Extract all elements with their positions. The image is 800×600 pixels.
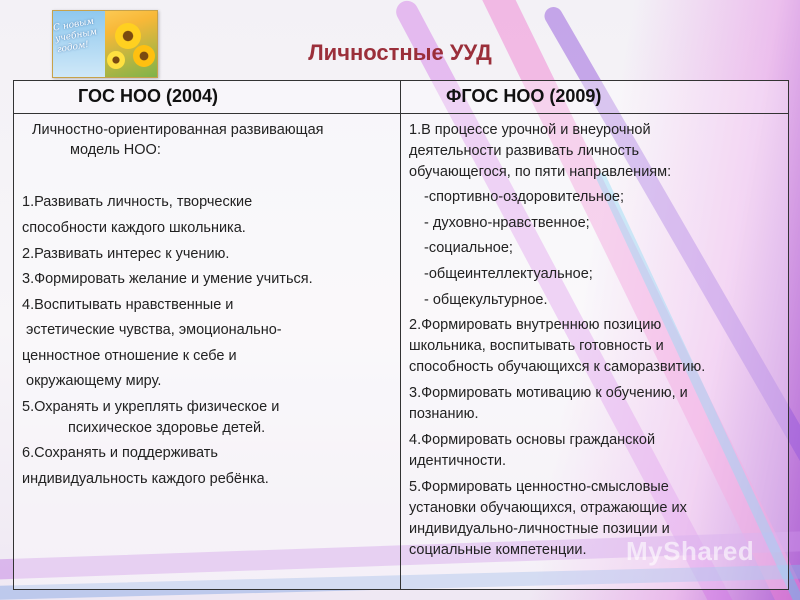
- right-line: 4.Формировать основы гражданской: [409, 432, 656, 448]
- left-line: 5.Охранять и укреплять физическое и: [22, 399, 280, 415]
- slide-title: Личностные УУД: [308, 40, 492, 65]
- left-line: 2.Развивать интерес к учению.: [22, 246, 230, 262]
- left-line: 1.Развивать личность, творческие: [22, 194, 253, 210]
- right-line: 5.Формировать ценностно-смысловые: [409, 479, 669, 495]
- left-line: индивидуальность каждого ребёнка.: [22, 471, 269, 487]
- card-caption: С новым учебным годом!: [52, 16, 98, 56]
- right-line: 3.Формировать мотивацию к обучению, и: [409, 385, 688, 401]
- left-line: окружающему миру.: [26, 373, 162, 389]
- left-line: 4.Воспитывать нравственные и: [22, 297, 234, 313]
- left-line: Личностно-ориентированная развивающая: [32, 122, 324, 138]
- right-line: - общекультурное.: [424, 292, 548, 308]
- left-line: 6.Сохранять и поддерживать: [22, 445, 218, 461]
- right-line: идентичности.: [409, 453, 507, 469]
- right-line: -общеинтеллектуальное;: [424, 266, 593, 282]
- right-line: познанию.: [409, 406, 479, 422]
- right-line: обучающегося, по пяти направлениям:: [409, 164, 672, 180]
- right-line: индивидуально-личностные позиции и: [409, 521, 670, 537]
- column-divider: [400, 81, 401, 589]
- right-line: 1.В процессе урочной и внеурочной: [409, 122, 651, 138]
- watermark-logo: MyShared: [626, 536, 755, 566]
- header-divider: [14, 113, 788, 114]
- left-line: способности каждого школьника.: [22, 220, 246, 236]
- left-line: модель НОО:: [70, 142, 161, 158]
- right-line: установки обучающихся, отражающие их: [409, 500, 687, 516]
- right-line: социальные компетенции.: [409, 542, 587, 558]
- right-line: 2.Формировать внутреннюю позицию: [409, 317, 662, 333]
- left-line: ценностное отношение к себе и: [22, 348, 237, 364]
- left-line: эстетические чувства, эмоционально-: [26, 322, 282, 338]
- header-fgos-noo-2009: ФГОС НОО (2009): [446, 86, 602, 106]
- right-line: школьника, воспитывать готовность и: [409, 338, 664, 354]
- header-gos-noo-2004: ГОС НОО (2004): [78, 86, 219, 106]
- right-line: -социальное;: [424, 240, 513, 256]
- right-line: -спортивно-оздоровительное;: [424, 189, 625, 205]
- left-line: 3.Формировать желание и умение учиться.: [22, 271, 313, 287]
- left-line: психическое здоровье детей.: [68, 420, 266, 436]
- right-line: - духовно-нравственное;: [424, 215, 590, 231]
- right-line: деятельности развивать личность: [409, 143, 640, 159]
- right-line: способность обучающихся к саморазвитию.: [409, 359, 706, 375]
- comparison-table: [13, 80, 789, 590]
